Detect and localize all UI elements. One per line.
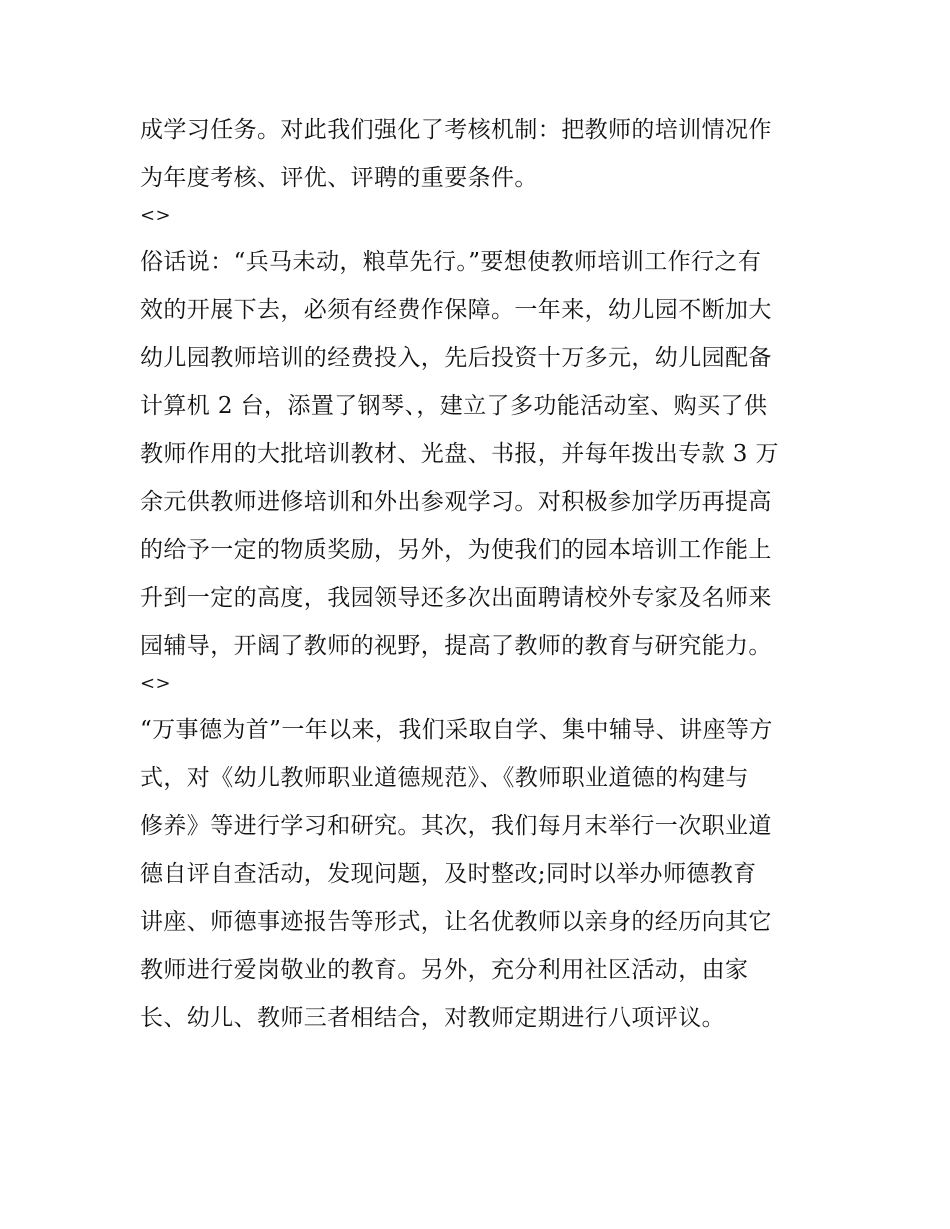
text-line: 修养》等进行学习和研究。其次，我们每月末举行一次职业道	[140, 813, 772, 839]
separator-marker: <>	[140, 205, 171, 226]
text-line: 余元供教师进修培训和外出参观学习。对积极参加学历再提高	[140, 489, 772, 515]
text-line: 式，对《幼儿教师职业道德规范》、《教师职业道德的构建与	[140, 765, 749, 791]
text-line: 成学习任务。对此我们强化了考核机制：把教师的培训情况作	[140, 117, 772, 143]
text-line: 园辅导，开阔了教师的视野，提高了教师的教育与研究能力。	[140, 633, 772, 659]
text-line: 效的开展下去，必须有经费作保障。一年来，幼儿园不断加大	[140, 297, 772, 323]
text-line: 讲座、师德事迹报告等形式，让名优教师以亲身的经历向其它	[140, 909, 772, 935]
text-line: 为年度考核、评优、评聘的重要条件。	[140, 165, 538, 191]
text-line: 升到一定的高度，我园领导还多次出面聘请校外专家及名师来	[140, 585, 772, 611]
document-body	[140, 106, 820, 1042]
text-line: 计算机 2 台，添置了钢琴、，建立了多功能活动室、购买了供	[140, 393, 768, 419]
text-line: 幼儿园教师培训的经费投入，先后投资十万多元，幼儿园配备	[140, 345, 772, 371]
text-line: 教师作用的大批培训教材、光盘、书报，并每年拨出专款 3 万	[140, 441, 779, 467]
text-line: “万事德为首”一年以来，我们采取自学、集中辅导、讲座等方	[140, 717, 773, 743]
text-line: 教师进行爱岗敬业的教育。另外，充分利用社区活动，由家	[140, 957, 749, 983]
separator-marker: <>	[140, 673, 171, 694]
text-line: 俗话说：“兵马未动，粮草先行。”要想使教师培训工作行之有	[140, 249, 762, 275]
text-line: 的给予一定的物质奖励，另外，为使我们的园本培训工作能上	[140, 537, 772, 563]
text-line: 德自评自查活动，发现问题，及时整改;同时以举办师德教育	[140, 861, 757, 887]
text-line: 长、幼儿、教师三者相结合，对教师定期进行八项评议。	[140, 1005, 725, 1031]
